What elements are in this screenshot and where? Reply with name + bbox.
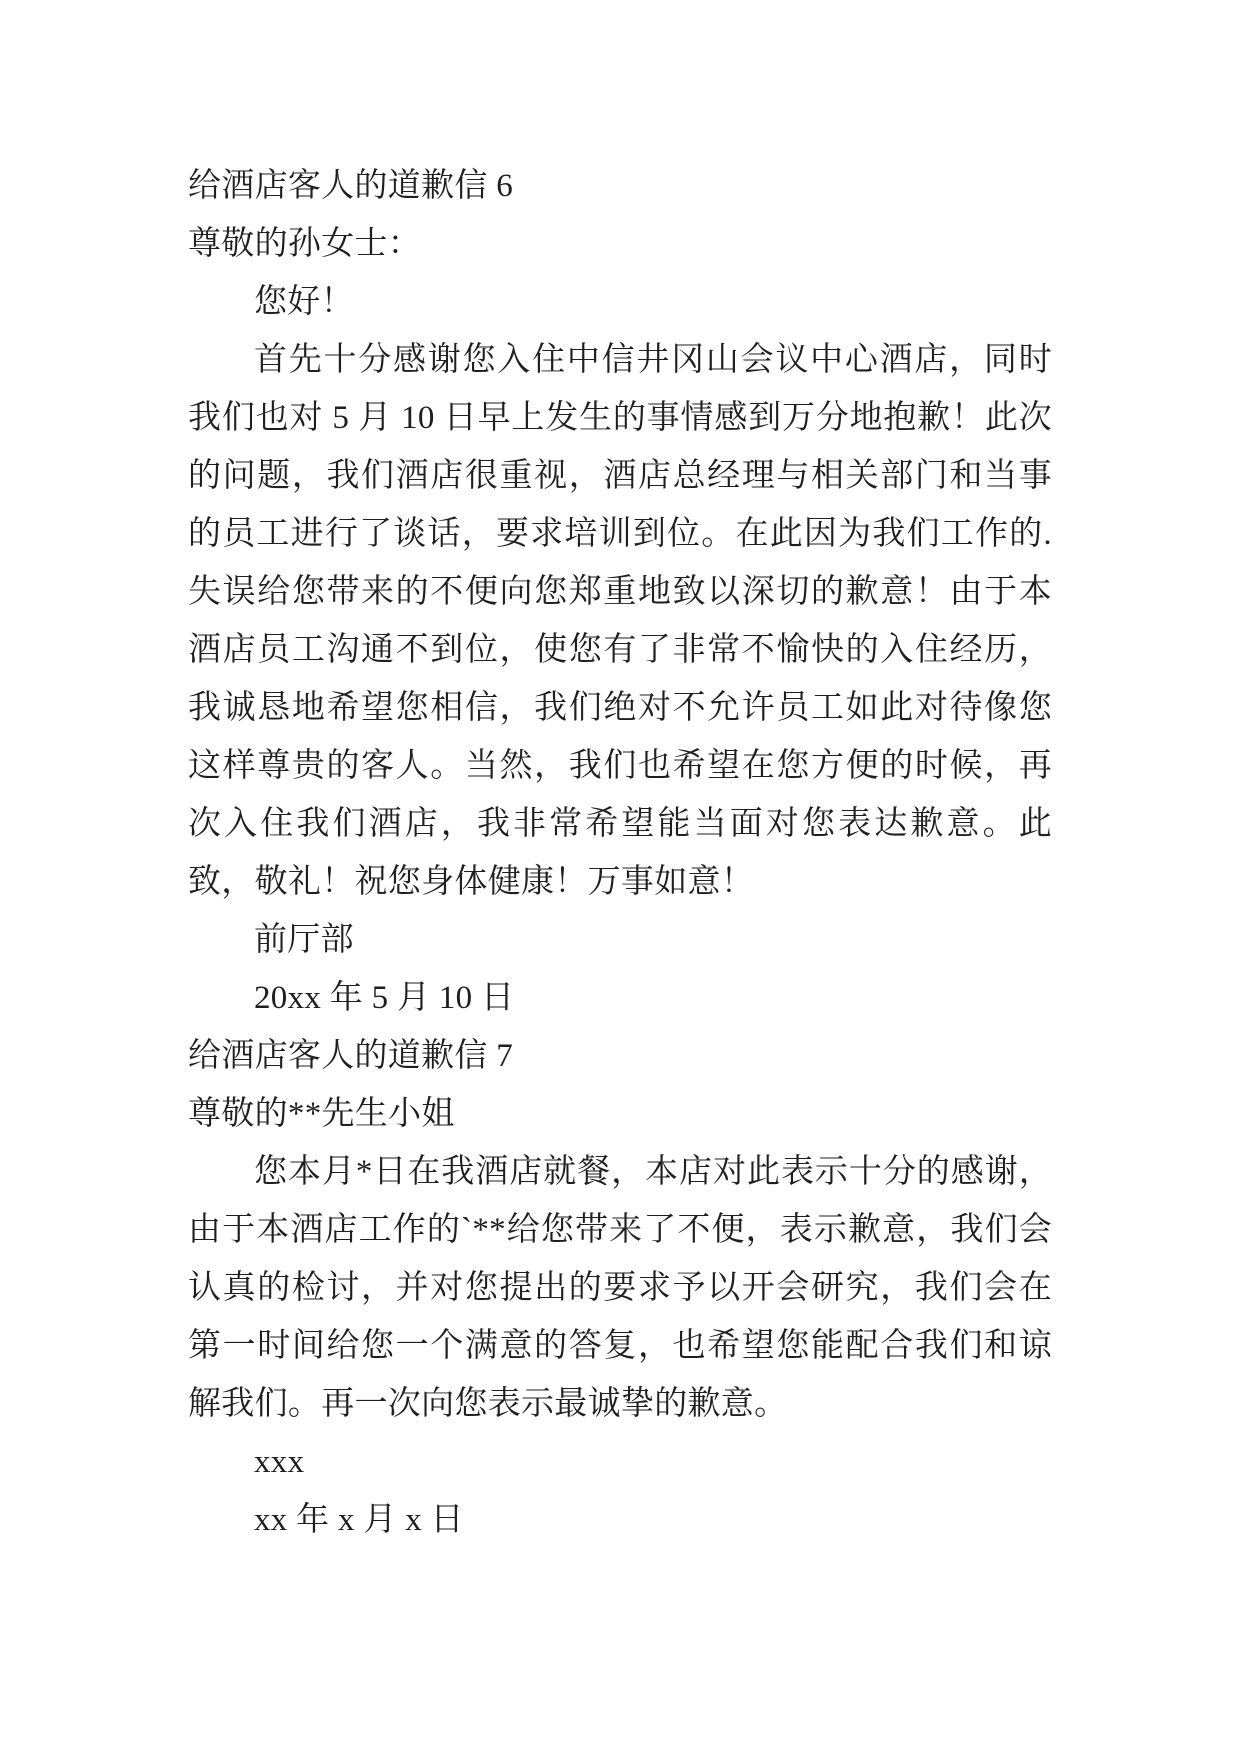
letter-6-salutation: 尊敬的孙女士： [188,226,422,262]
letter-7-body: 您本月*日在我酒店就餐，本店对此表示十分的感谢，由于本酒店工作的`**给您带来了不便，表示歉意，我们会认真的检讨，并对您提出的要求予以开会研究，我们会在第一时间给您一个满意的答复，也希望您能配合我们和谅解我们。再一次向您表示最诚挚的歉意。 [188,1154,1052,1422]
letter-6-title: 给酒店客人的道歉信 6 [188,168,514,204]
letter-6-greeting: 您好！ [254,284,354,320]
letter-7-title: 给酒店客人的道歉信 7 [188,1038,514,1074]
letter-7-salutation: 尊敬的**先生小姐 [188,1096,455,1132]
letter-6-signature: 前厅部 [254,922,354,958]
letter-7-signature: xxx [254,1444,305,1480]
letter-7-date: xx 年 x 月 x 日 [254,1502,464,1538]
letter-6-date: 20xx 年 5 月 10 日 [254,980,515,1016]
letter-6-body: 首先十分感谢您入住中信井冈山会议中心酒店，同时我们也对 5 月 10 日早上发生的事情感到万分地抱歉！此次的问题，我们酒店很重视，酒店总经理与相关部门和当事的员工进行了谈话，要求培训到位。在此因为我们工作的.失误给您带来的不便向您郑重地致以深切的歉意！由于本酒店员工沟通不到位，使您有了非常不愉快的入住经历，我诚恳地希望您相信，我们绝对不允许员工如此对待像您这样尊贵的客人。当然，我们也希望在您方便的时候，再次入住我们酒店，我非常希望能当面对您表达歉意。此致，敬礼！祝您身体健康！万事如意！ [188,342,1052,900]
